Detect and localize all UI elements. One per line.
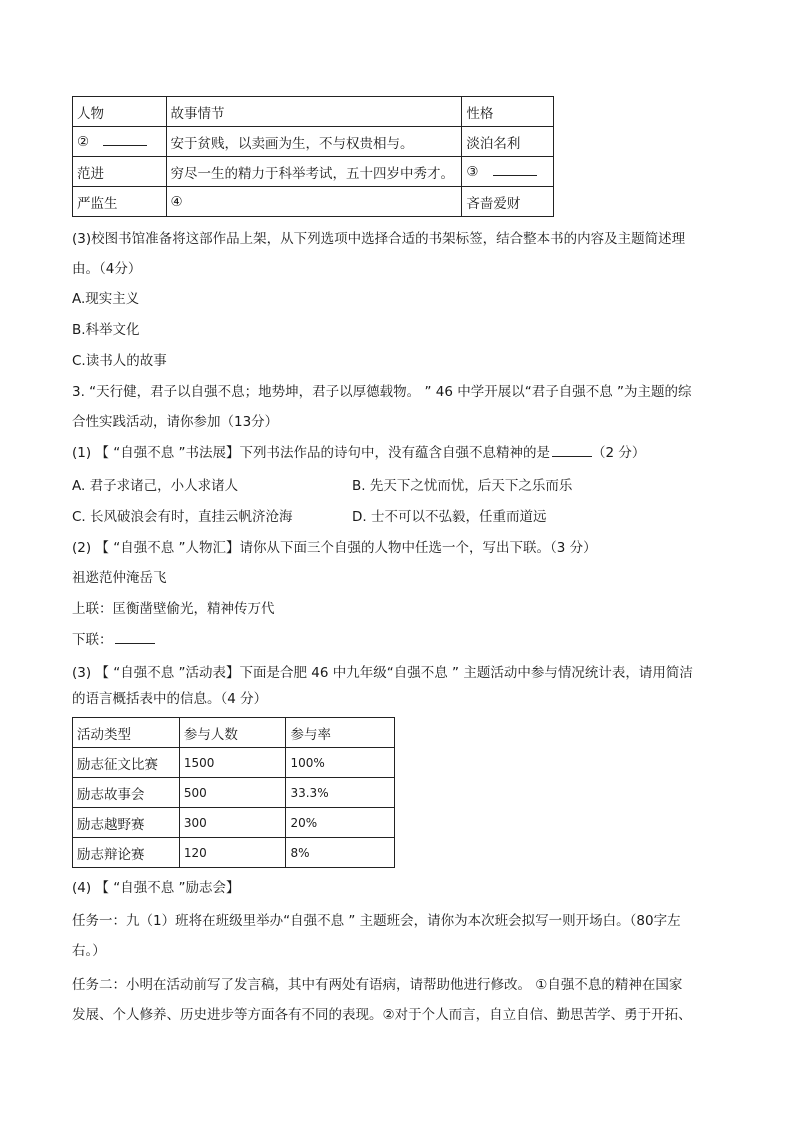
table-row [73,838,395,868]
option-b: B. 先天下之忧而忧，后天下之乐而乐 [352,478,573,494]
option-c: C. 长风破浪会有时，直挂云帆济沧海 [72,509,293,525]
cell-text: ③ [466,164,483,180]
table-header-row [73,97,554,127]
answer-blank [552,444,592,457]
table-row [73,187,554,217]
lower-couplet-label: 下联： [72,632,113,648]
table-cell: 120 [179,838,286,868]
question-intro: 3. “天行健，君子以自强不息；地势坤，君子以厚德载物。 ” 46 中学开展以“君子自强不息 ”为主题的综 [72,384,692,400]
table-cell: 100% [286,748,395,778]
names-text: 祖逖范仲淹岳飞 [72,570,167,586]
task-1: 任务一：九（1）班将在班级里举办“自强不息 ” 主题班会，请你为本次班会拟写一则开场白。（80字左 [72,913,681,929]
task-2: 发展、个人修养、历史进步等方面各有不同的表现。②对于个人而言，自立自信、勤思苦学、勇于开拓、 [72,1007,692,1023]
subquestion-text: (1) 【 “自强不息 ”书法展】下列书法作品的诗句中，没有蕴含自强不息精神的是 [72,445,550,461]
table-cell: 20% [286,808,395,838]
answer-blank [493,163,537,176]
subquestion-4: (4) 【 “自强不息 ”励志会】 [72,880,240,896]
table-header-cell: 性格 [462,97,554,127]
option-c: C.读书人的故事 [72,353,167,369]
table-header-cell: 人物 [73,97,167,127]
table-cell: 安于贫贱，以卖画为生，不与权贵相与。 [166,127,462,157]
upper-couplet: 上联：匡衡凿壁偷光，精神传万代 [72,601,275,617]
table-cell: 吝啬爱财 [462,187,554,217]
task-2: 任务二：小明在活动前写了发言稿，其中有两处有语病，请帮助他进行修改。 ①自强不息的精神在国家 [72,977,683,993]
table-row [73,748,395,778]
participation-table [72,717,395,868]
table-cell: 严监生 [73,187,167,217]
table-header-cell: 参与率 [286,718,395,748]
option-a: A.现实主义 [72,291,140,307]
option-a: A. 君子求诸己，小人求诸人 [72,478,239,494]
table-row [73,808,395,838]
table-cell: ④ [166,187,462,217]
table-cell: 300 [179,808,286,838]
table-cell: 淡泊名利 [462,127,554,157]
table-cell [73,127,167,157]
table-cell: 1500 [179,748,286,778]
table-cell: 励志辩论赛 [73,838,180,868]
table-header-cell: 活动类型 [73,718,180,748]
table-cell: 8% [286,838,395,868]
table-cell: 500 [179,778,286,808]
task-1: 右。） [72,943,106,959]
question-text: (3)校图书馆准备将这部作品上架，从下列选项中选择合适的书架标签，结合整本书的内容及主题简述理 [72,231,686,247]
table-header-cell: 参与人数 [179,718,286,748]
table-header-row [73,718,395,748]
table-row [73,127,554,157]
subquestion-3: (3) 【 “自强不息 ”活动表】下面是合肥 46 中九年级“自强不息 ” 主题活动中参与情况统计表，请用简洁 [72,665,693,681]
subquestion-2: (2) 【 “自强不息 ”人物汇】请你从下面三个自强的人物中任选一个，写出下联。（3 分） [72,540,597,556]
subquestion-1 [72,443,645,463]
table-row [73,778,395,808]
answer-blank [115,631,155,644]
question-intro: 合性实践活动，请你参加（13分） [72,414,279,430]
question-text: 由。（4分） [72,261,142,277]
cell-text: ② [77,134,94,150]
option-b: B.科举文化 [72,322,140,338]
table-cell [462,157,554,187]
table-row [73,157,554,187]
table-cell: 范进 [73,157,167,187]
answer-blank [103,133,147,146]
table-cell: 励志征文比赛 [73,748,180,778]
option-d: D. 士不可以不弘毅，任重而道远 [352,509,547,525]
table-cell: 励志故事会 [73,778,180,808]
table-cell: 穷尽一生的精力于科举考试，五十四岁中秀才。 [166,157,462,187]
character-table [72,96,554,217]
table-cell: 励志越野赛 [73,808,180,838]
lower-couplet [72,630,155,650]
score-text: （2 分） [591,445,646,461]
table-header-cell: 故事情节 [166,97,462,127]
subquestion-3: 的语言概括表中的信息。（4 分） [72,691,268,707]
table-cell: 33.3% [286,778,395,808]
